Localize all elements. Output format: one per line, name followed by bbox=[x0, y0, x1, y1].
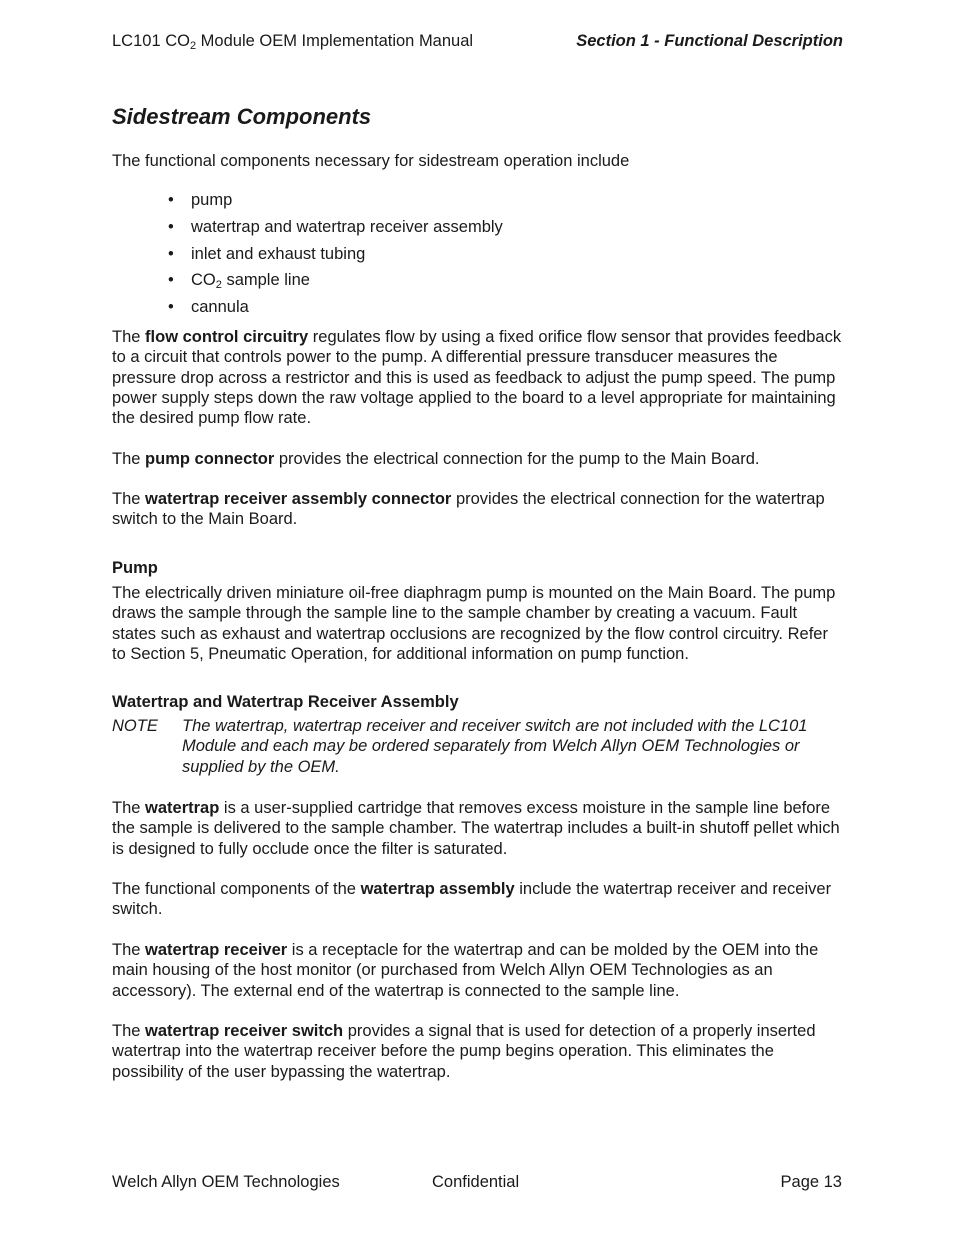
flow-control-paragraph: The flow control circuitry regulates flow by using a fixed orifice flow sensor that provides feedback to a circuit that controls power to the pump. A differential pressure transducer measures the pressure drop across a restrictor and this is used as feedback to adjust the pump speed. The pump power supply steps down the raw voltage applied to the board to a level appropriate for maintaining the desired pump flow rate. bbox=[112, 328, 842, 428]
list-item: • pump bbox=[168, 190, 503, 217]
page-title: Sidestream Components bbox=[112, 104, 372, 129]
watertrap-receiver-paragraph: The watertrap receiver is a receptacle for the watertrap and can be molded by the OEM into the main housing of the host monitor (or purchased from Welch Allyn OEM Technologies as an accessory). The external end of the watertrap is connected to the sample line. bbox=[112, 941, 819, 1000]
pump-paragraph: The electrically driven miniature oil-free diaphragm pump is mounted on the Main Board. The pump draws the sample through the sample line to the sample chamber by creating a vacuum. Fault states such as exhaust and watertrap occlusions are recognized by the flow control circuitry. Refer to Section 5, Pneumatic Operation, for additional information on pump function. bbox=[112, 584, 836, 663]
watertrap-paragraph: The watertrap is a user-supplied cartridge that removes excess moisture in the sample line before the sample is delivered to the sample chamber. The watertrap includes a built-in shutoff pellet which is designed to fully occlude once the filter is saturated. bbox=[112, 799, 840, 858]
header-section-title: Section 1 - Functional Description bbox=[576, 32, 843, 50]
footer-page-number: Page 13 bbox=[780, 1173, 842, 1191]
watertrap-connector-paragraph: The watertrap receiver assembly connector provides the electrical connection for the watertrap switch to the Main Board. bbox=[112, 490, 825, 529]
watertrap-switch-paragraph: The watertrap receiver switch provides a signal that is used for detection of a properly inserted watertrap into the watertrap receiver before the pump begins operation. This eliminates the possibility of the user bypassing the watertrap. bbox=[112, 1022, 816, 1081]
component-list bbox=[168, 190, 503, 324]
pump-connector-paragraph: The pump connector provides the electrical connection for the pump to the Main Board. bbox=[112, 450, 760, 468]
list-item: • watertrap and watertrap receiver assembly bbox=[168, 217, 503, 244]
list-item: • cannula bbox=[168, 297, 503, 324]
watertrap-assembly-paragraph: The functional components of the watertrap assembly include the watertrap receiver and receiver switch. bbox=[112, 880, 832, 919]
pump-heading: Pump bbox=[112, 559, 158, 577]
intro-paragraph: The functional components necessary for sidestream operation include bbox=[112, 152, 630, 170]
header-document-title: LC101 $CO_2$ Module OEM Implementation Manual bbox=[112, 32, 474, 52]
note-text: The watertrap, watertrap receiver and receiver switch are not included with the LC101 Module and each may be ordered separately from Welch Allyn OEM Technologies or supplied by the OEM. bbox=[182, 717, 808, 776]
list-item: • $CO_2$ sample line bbox=[168, 270, 503, 297]
list-item: • inlet and exhaust tubing bbox=[168, 244, 503, 271]
watertrap-heading: Watertrap and Watertrap Receiver Assembly bbox=[112, 693, 459, 711]
note-label: NOTE bbox=[112, 717, 158, 735]
footer-confidential: Confidential bbox=[432, 1173, 520, 1191]
footer-company: Welch Allyn OEM Technologies bbox=[112, 1173, 340, 1191]
